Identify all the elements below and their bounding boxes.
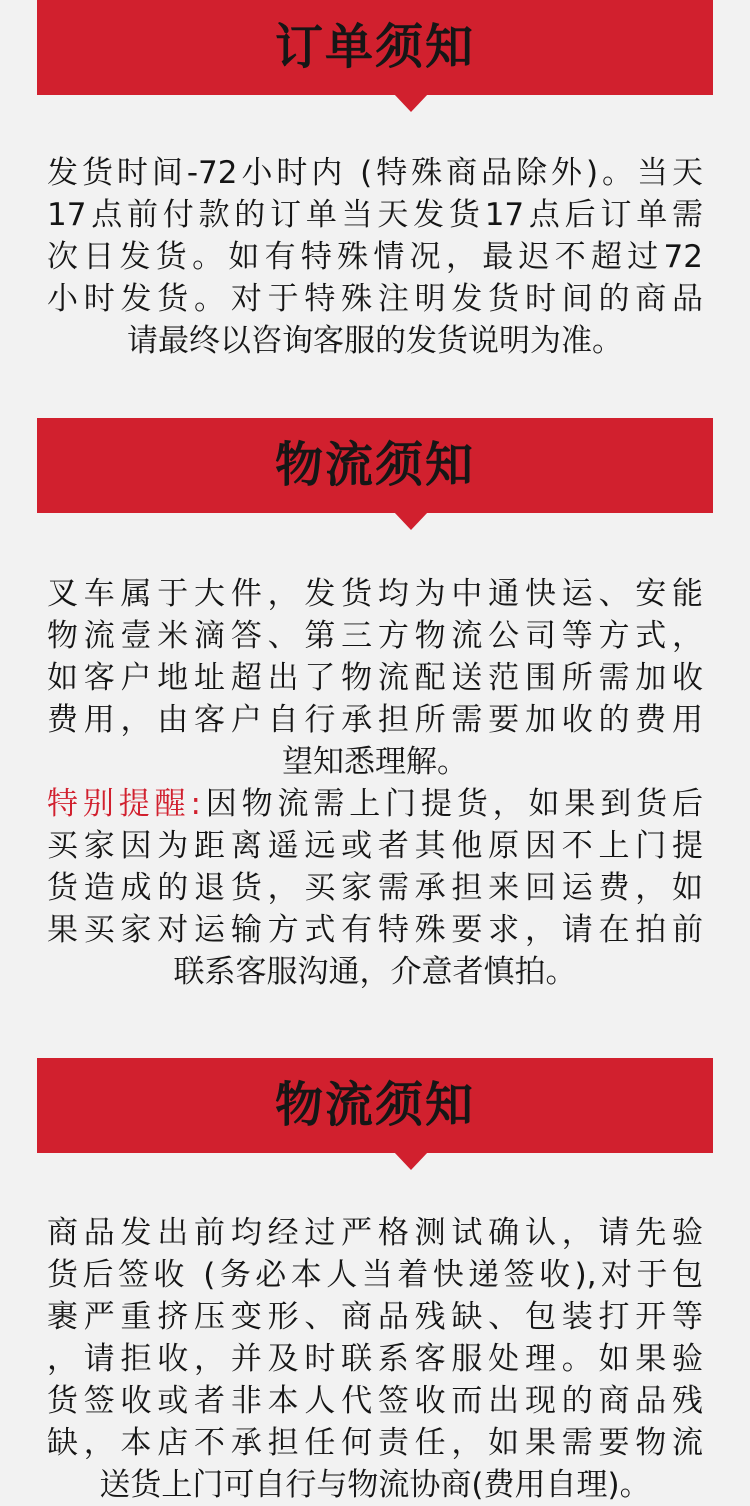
- text-line: ，请拒收，并及时联系客服处理。如果验: [47, 1341, 703, 1377]
- text-line: 发货时间-72小时内 (特殊商品除外)。当天: [47, 155, 703, 191]
- section-title: 物流须知: [274, 1077, 475, 1133]
- banner-pointer: [394, 1152, 428, 1170]
- text-line: 商品发出前均经过严格测试确认，请先验: [47, 1215, 703, 1251]
- text-line: 果买家对运输方式有特殊要求，请在拍前: [47, 912, 703, 948]
- text-line: 小时发货。对于特殊注明发货时间的商品: [47, 281, 703, 317]
- special-reminder-text: 因物流需上门提货，如果到货后: [200, 786, 703, 822]
- inspection-notice-text: [47, 1212, 703, 1506]
- text-line: 联系客服沟通，介意者慎拍。: [173, 954, 577, 990]
- logistics-notice-text: [47, 573, 703, 993]
- logistics-notice-banner-2: [37, 1058, 713, 1153]
- text-line: 货后签收 (务必本人当着快递签收),对于包: [47, 1257, 703, 1293]
- section-title: 订单须知: [274, 19, 475, 75]
- text-line: 货造成的退货，买家需承担来回运费，如: [47, 870, 703, 906]
- section-title: 物流须知: [274, 437, 475, 493]
- text-line: 请最终以咨询客服的发货说明为准。: [127, 323, 623, 359]
- logistics-notice-banner: [37, 418, 713, 513]
- text-line: 货签收或者非本人代签收而出现的商品残: [47, 1383, 703, 1419]
- text-line: 买家因为距离遥远或者其他原因不上门提: [47, 828, 703, 864]
- order-notice-text: [47, 152, 703, 362]
- special-reminder-line: [47, 783, 703, 825]
- text-line: 送货上门可自行与物流协商(费用自理)。: [99, 1467, 651, 1503]
- text-line: 裹严重挤压变形、商品残缺、包装打开等: [47, 1299, 703, 1335]
- special-reminder-label: 特别提醒:: [47, 786, 201, 822]
- banner-pointer: [394, 512, 428, 530]
- text-line: 物流壹米滴答、第三方物流公司等方式，: [47, 618, 703, 654]
- text-line: 缺，本店不承担任何责任，如果需要物流: [47, 1425, 703, 1461]
- banner-pointer: [394, 94, 428, 112]
- text-line: 次日发货。如有特殊情况，最迟不超过72: [47, 239, 703, 275]
- text-line: 如客户地址超出了物流配送范围所需加收: [47, 660, 703, 696]
- text-line: 17点前付款的订单当天发货17点后订单需: [47, 197, 703, 233]
- text-line: 费用，由客户自行承担所需要加收的费用: [47, 702, 703, 738]
- text-line: 望知悉理解。: [282, 744, 468, 780]
- text-line: 叉车属于大件，发货均为中通快运、安能: [47, 576, 703, 612]
- order-notice-banner: [37, 0, 713, 95]
